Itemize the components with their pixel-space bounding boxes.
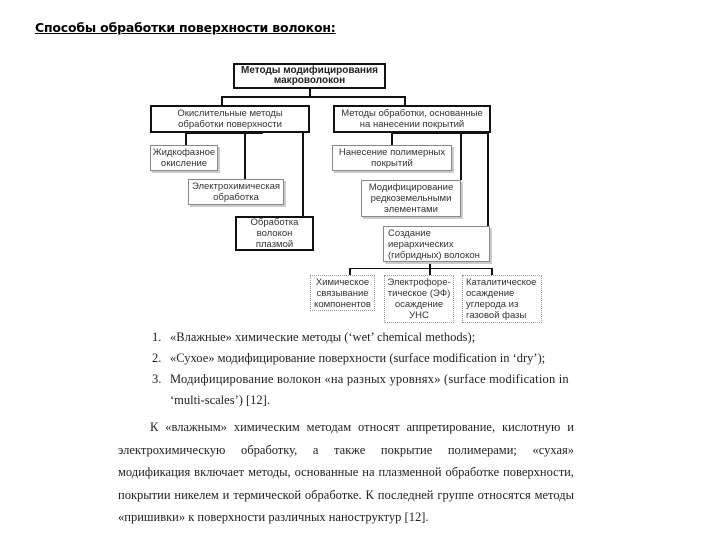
node-label: Электрохимическая обработка [191,181,281,203]
node-catalytic-deposition [462,275,542,323]
branch-coating [333,105,491,133]
methods-list [152,327,592,411]
list-number: 2. [152,351,162,365]
node-polymer-coating [332,145,452,171]
list-item [152,348,592,369]
list-number: 1. [152,330,162,344]
node-label: Химическое связывание компонентов [314,276,371,310]
branch-oxidation [150,105,310,133]
root-node [233,63,386,89]
node-label: Нанесение полимерных покрытий [338,147,446,169]
connector [460,133,462,180]
node-label: Обработка волокон плазмой [250,217,299,250]
node-label: Каталитическое осаждение углерода из газовой фазы [466,277,537,321]
branch-coating-label: Методы обработки, основанные на нанесении покрытий [341,108,483,130]
node-hierarchical [383,226,490,262]
list-number: 3. [152,372,162,386]
list-text: «Сухое» модифицирование поверхности (surface modification in ‘dry’); [170,351,546,365]
connector [391,133,489,134]
list-item [152,327,592,348]
list-item-continuation [152,390,592,411]
node-electrophoretic [384,275,454,323]
body-paragraph [118,416,574,529]
connector [185,133,263,134]
node-label: Жидкофазное окисление [152,147,216,169]
connector [185,133,187,145]
node-electrochemical [188,179,284,205]
page-title: Способы обработки поверхности волокон: [35,20,336,35]
connector [244,133,246,180]
branch-oxidation-label: Окислительные методы обработки поверхности [177,108,283,130]
connector [349,268,493,269]
connector [221,96,406,98]
node-plasma [235,216,314,251]
node-liquid-oxidation [150,145,218,171]
connector [302,133,304,218]
connector [487,133,489,226]
connector [391,133,393,145]
list-text: Модифицирование волокон «на разных уровнях» (surface modification in [170,372,569,386]
root-node-label: Методы модифицирования макроволокон [241,65,378,86]
node-label: Создание иерархических (гибридных) волокон [388,227,480,261]
list-text: ‘multi-scales’) [12]. [170,393,270,407]
list-text: «Влажные» химические методы (‘wet’ chemical methods); [170,330,476,344]
node-label: Электрофоре-тическое (ЭФ) осаждение УНС [387,277,451,321]
list-item [152,369,592,390]
node-chemical-binding [310,275,375,311]
node-rare-earth [361,180,461,217]
node-label: Модифицирование редкоземельными элементами [368,182,454,215]
paragraph-text: К «влажным» химическим методам относят аппретирование, кислотную и электрохимическую обработку, а также покрытие полимерами; «сухая» модификация включает методы, основанные на плазменной обработке поверхности, покрытии никелем и термической обработке. К последней группе относятся методы «пришивки» к поверхности различных наноструктур [12]. [118,420,574,524]
